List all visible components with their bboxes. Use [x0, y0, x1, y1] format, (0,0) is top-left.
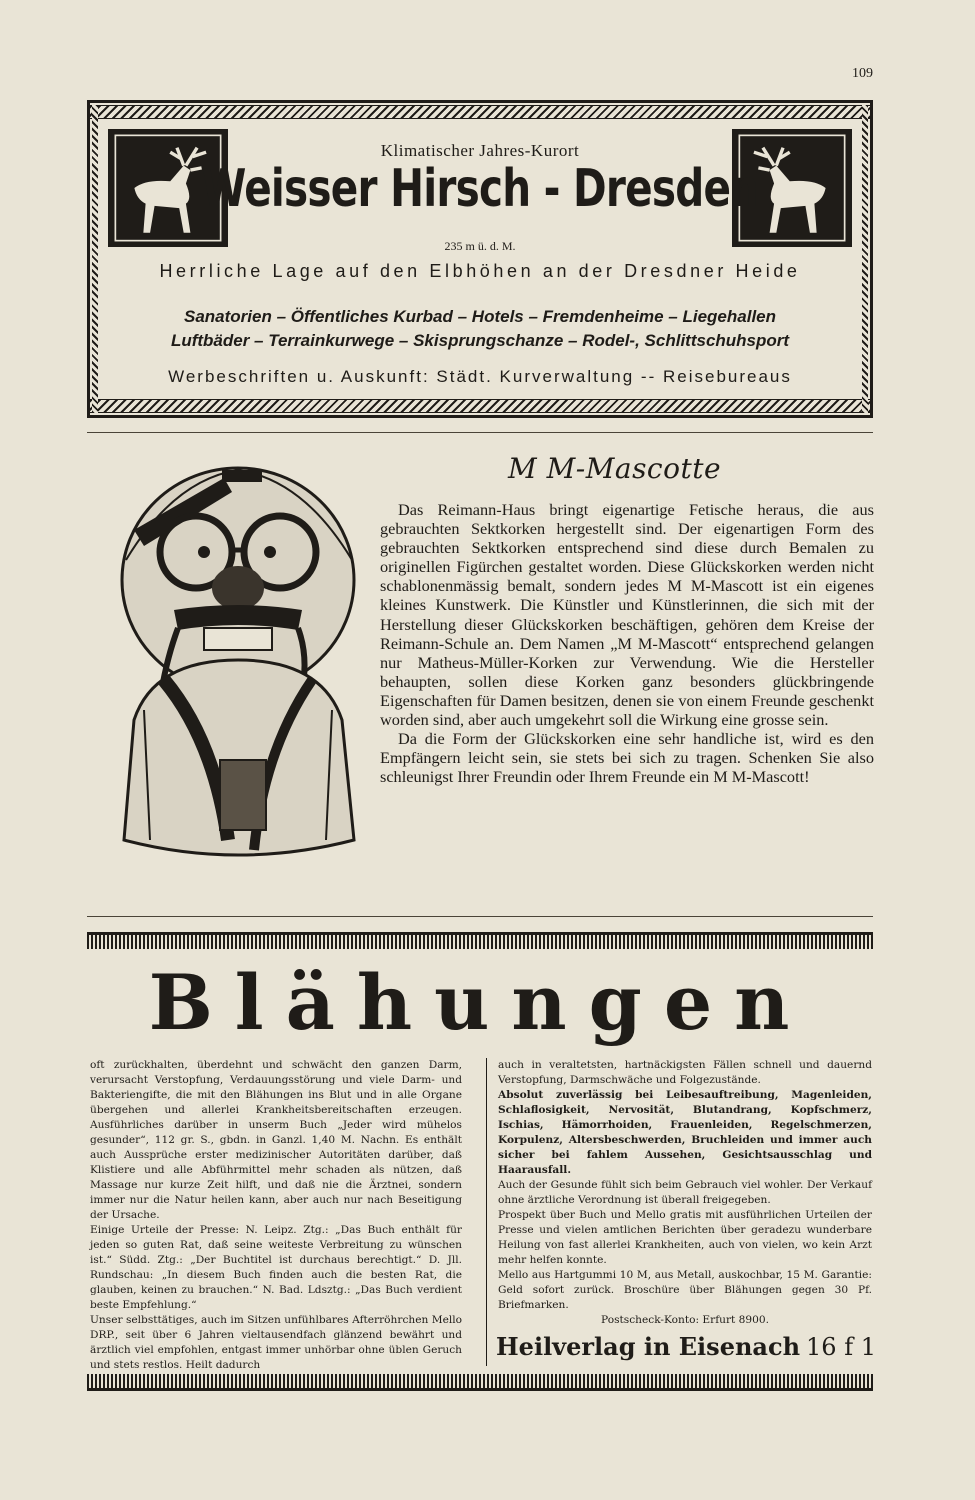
ad-paragraph: Auch der Gesunde fühlt sich beim Gebrauch viel wohler. Der Verkauf ohne ärztliche Verordnung ist überall freigegeben.	[498, 1179, 872, 1206]
kurort-subtitle: Klimatischer Jahres-Kurort	[380, 141, 580, 160]
column-divider	[486, 1058, 487, 1366]
altitude-note: 235 m ü. d. M.	[444, 239, 516, 253]
publisher-line	[496, 1332, 876, 1361]
article-paragraph: Das Reimann-Haus bringt eigenartige Fetische heraus, die aus gebrauchten Sektkorken hergestellt sind. Der eigenartigen Form des gebrauchten Sektkorken entsprechend sind diese durch Bemalen zu originellen Figürchen gestaltet worden. Diese Glückskorken werden nicht schablonenmässig bemalt, sondern jedes M M-Mascott ist ein eigenes kleines Kunstwerk. Die Künstler und Künstlerinnen, die sich mit der Herstellung dieser Glückskorken beschäftigen, gehören dem Kreise der Reimann-Schule an. Dem Namen „M M-Mascott“ entsprechend gelangen nur Matheus-Müller-Korken zur Verwendung. Wie die Hersteller behaupten, sollen diese Korken ganz besonders glückbringende Eigenschaften für Damen besitzen, denen sie von einem Freunde geschenkt worden sind, aber auch umgekehrt soll die Wirkung eine grosse sein.	[380, 500, 874, 730]
article-title: M M-Mascotte	[508, 452, 722, 485]
mascot-illustration	[104, 460, 372, 868]
divider	[87, 916, 873, 917]
contact-line: Werbeschriften u. Auskunft: Städt. Kurverwaltung -- Reisebureaus	[168, 367, 792, 386]
barcode-border	[87, 1374, 873, 1391]
divider	[87, 432, 873, 433]
ad-headline: Blähungen	[148, 958, 812, 1047]
ad-paragraph: Einige Urteile der Presse: N. Leipz. Ztg.: „Das Buch enthält für jeden so guten Rat, daß seine weiteste Verbreitung zu wünschen ist.“ Südd. Ztg.: „Der Buchtitel ist durchaus berechtigt.“ D. Jll. Rundschau: „In diesem Buch finden auch die besten Rat, die glauben, keinen zu brauchen.“ N. Bad. Ldsztg.: „Das Buch verdient beste Empfehlung.“	[90, 1224, 462, 1311]
ad-text-right-column	[498, 1058, 872, 1328]
barcode-border	[87, 932, 873, 949]
border-ornament	[90, 105, 870, 119]
ad-paragraph: Unser selbsttätiges, auch im Sitzen unfühlbares Afterröhrchen Mello DRP., seit über 6 Jahren vieltausendfach glänzend bewährt und ärztlich viel empfohlen, entgast immer unhörbar ohne üblen Geruch und stets restlos. Heilt dadurch	[90, 1314, 462, 1371]
article-paragraph: Da die Form der Glückskorken eine sehr handliche ist, wird es den Empfängern leicht sein, sie stets bei sich zu tragen. Schenken Sie also schleunigst Ihrer Freundin oder Ihrem Freunde ein M M-Mascott!	[380, 729, 874, 787]
ad-title: Weisser Hirsch - Dresden	[201, 159, 759, 219]
ad-paragraph: Postscheck-Konto: Erfurt 8900.	[601, 1314, 769, 1326]
ad-paragraph: Prospekt über Buch und Mello gratis mit ausführlichen Urteilen der Presse und vielen amtlichen Berichten über geradezu wunderbare Heilung von fast allerlei Krankheiten, auch von vielen, wo kein Arzt mehr helfen konnte.	[498, 1209, 872, 1266]
ad-paragraph: oft zurückhalten, überdehnt und schwächt den ganzen Darm, verursacht Verstopfung, Verdauungsstörung und viele Darm- und Bakteriengifte, die mit den Blähungen ins Blut und in alle Organe übergehen und allerlei Krankheitsbereitschaften erzeugen. Ausführliches darüber in unserm Buch „Jeder wird mühelos gesunder“, 112 gr. S., gbdn. in Ganzl. 1,40 M. Nachn. Es enthält auch Aussprüche erster medizinischer Autoritäten darüber, daß Klistiere und alle Abführmittel mehr schaden als nützen, daß Massage nur kurze Zeit hilft, und daß nie die Ärztnei, sondern immer nur die Natur heilen kann, aber auch nur nach Beseitigung der Ursache.	[90, 1059, 462, 1221]
ad-code: 16 f 1	[806, 1333, 876, 1361]
publisher-name: Heilverlag in Eisenach	[496, 1332, 801, 1361]
ad-paragraph: auch in veraltetsten, hartnäckigsten Fällen schnell und dauernd Verstopfung, Darmschwäche und Folgezustände.	[498, 1059, 872, 1086]
amenities-line-2: Luftbäder – Terrainkurwege – Skisprungschanze – Rodel-, Schlittschuhsport	[170, 331, 790, 350]
amenities-line-1: Sanatorien – Öffentliches Kurbad – Hotels – Fremdenheime – Liegehallen	[183, 307, 777, 326]
border-ornament	[90, 399, 870, 413]
location-line: Herrliche Lage auf den Elbhöhen an der Dresdner Heide	[159, 261, 801, 281]
page-number: 109	[852, 66, 873, 81]
kurort-advertisement	[87, 100, 873, 418]
ad-paragraph: Absolut zuverlässig bei Leibesauftreibung, Magenleiden, Schlaflosigkeit, Nervosität, Blutandrang, Kopfschmerz, Ischias, Hämorrhoiden, Frauenleiden, Regelschmerzen, Korpulenz, Altersbeschwerden, Bruchleiden und immer auch sicher bei fahlem Aussehen, Gesichtsausschlag und Haarausfall.	[498, 1089, 872, 1176]
article-body	[380, 500, 874, 786]
ad-text-left-column	[90, 1058, 462, 1373]
ad-paragraph: Mello aus Hartgummi 10 M, aus Metall, auskochbar, 15 M. Garantie: Geld sofort zurück. Broschüre über Blähungen gegen 30 Pf. Briefmarken.	[498, 1269, 872, 1311]
